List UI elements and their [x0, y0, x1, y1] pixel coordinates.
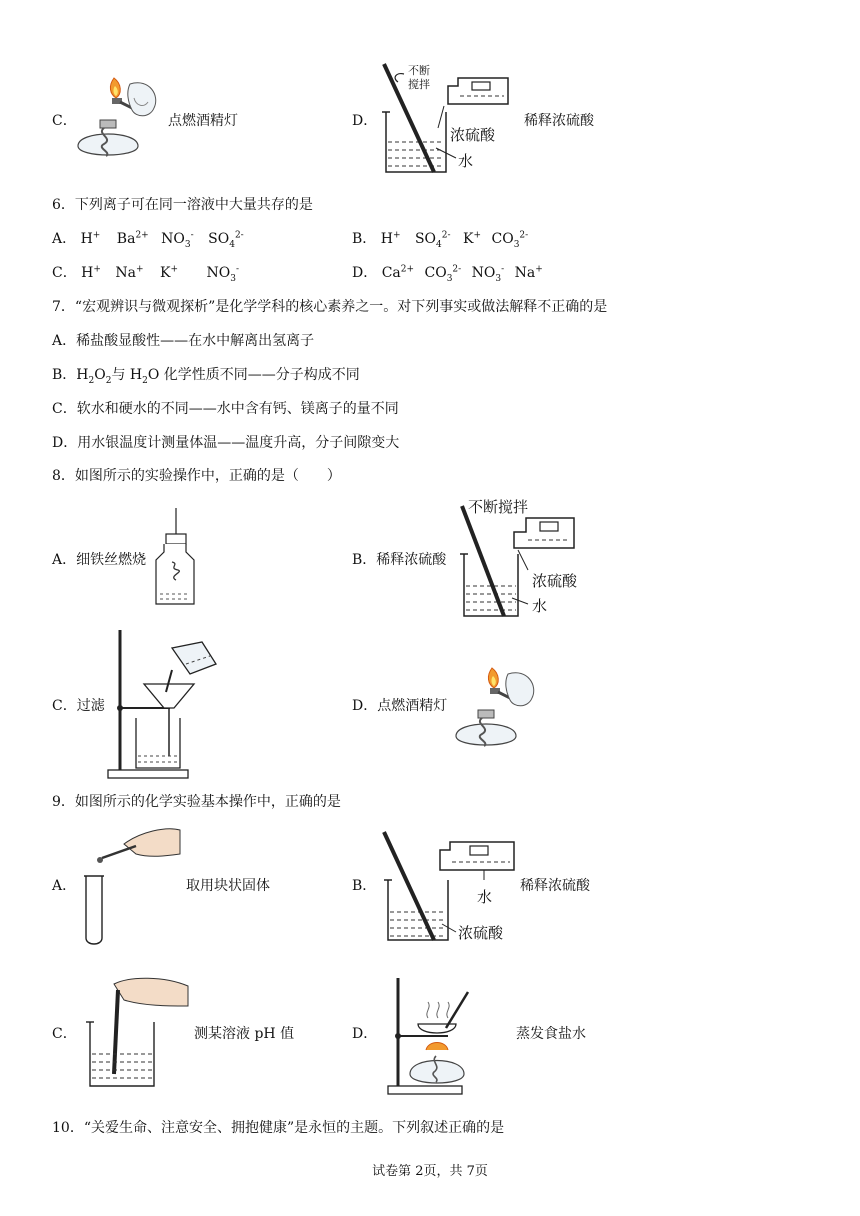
q8-fig-water-label: 水 [532, 597, 548, 615]
q5-fig-acid-label: 浓硫酸 [450, 126, 496, 144]
q9-stem: 9．如图所示的化学实验基本操作中，正确的是 [52, 794, 341, 810]
q6-d-letter: D． [352, 265, 378, 281]
ion: $CO_3^{2-}$ [424, 264, 462, 284]
q8-fig-acid-label: 浓硫酸 [532, 572, 578, 590]
dilute-acid-figure-q8 [452, 498, 602, 622]
q7-stem: 7．“宏观辨识与微观探析”是化学学科的核心素养之一。对下列事实或做法解释不正确的是 [52, 299, 608, 315]
ion: H+ [80, 230, 101, 247]
q6-option-a [52, 230, 244, 248]
ion: $SO_4^{2-}$ [208, 230, 244, 250]
q6-option-d [352, 264, 543, 282]
ion: H+ [81, 264, 101, 281]
q8-option-c: C．过滤 [52, 698, 105, 714]
q6-a-letter: A． [52, 231, 77, 247]
take-solid-figure [80, 824, 184, 948]
q5-option-c-letter: C． [52, 113, 77, 129]
ion: $NO_3^-$ [206, 264, 239, 284]
alcohol-lamp-lighting-figure-q8 [452, 660, 542, 756]
ion: $Ba^{2+}$ [116, 230, 149, 247]
q8-option-b: B．稀释浓硫酸 [352, 552, 447, 568]
q7-option-b: B．$H_2O_2$与 $H_2O$ 化学性质不同——分子构成不同 [52, 367, 360, 386]
ion: K+ [160, 264, 179, 281]
q6-c-letter: C． [52, 265, 77, 281]
q8-fig-stir-label: 不断搅拌 [468, 498, 529, 516]
evaporate-salt-water-figure [384, 974, 484, 1098]
ion: Na+ [514, 264, 543, 281]
alcohol-lamp-lighting-figure [74, 68, 164, 164]
q5-option-d-letter: D． [352, 113, 378, 129]
q6-b-letter: B． [352, 231, 377, 247]
q6-option-b [352, 230, 528, 248]
ion: $CO_3^{2-}$ [491, 230, 529, 250]
dilute-acid-figure-q9 [380, 828, 520, 946]
q9-fig-water-label: 水 [477, 888, 493, 906]
q9-fig-acid-label: 浓硫酸 [458, 924, 504, 942]
q5-option-c-caption: 点燃酒精灯 [168, 113, 238, 129]
q9-option-c-caption: 测某溶液 pH 值 [194, 1026, 295, 1042]
q9-option-c-letter: C． [52, 1026, 77, 1042]
q5-fig-stir-label-2: 搅拌 [408, 78, 430, 91]
dilute-acid-figure-q5 [376, 60, 526, 180]
q5-fig-water-label: 水 [458, 152, 474, 170]
q9-option-d-letter: D． [352, 1026, 378, 1042]
ion: $NO_3^-$ [471, 264, 505, 284]
q9-option-b-letter: B． [352, 878, 377, 894]
q9-option-b-caption: 稀释浓硫酸 [520, 878, 590, 894]
q8-option-a: A．细铁丝燃烧 [52, 552, 147, 568]
ion: Na+ [115, 264, 144, 281]
q5-fig-stir-label: 不断 [408, 64, 430, 77]
measure-ph-figure [84, 976, 194, 1092]
q5-option-d-caption: 稀释浓硫酸 [524, 113, 594, 129]
q10-stem: 10．“关爱生命、注意安全、拥抱健康”是永恒的主题。下列叙述正确的是 [52, 1120, 505, 1136]
page-footer: 试卷第 2页，共 7页 [372, 1164, 488, 1179]
q8-option-d: D．点燃酒精灯 [352, 698, 448, 714]
ion: $NO_3^-$ [161, 230, 194, 250]
filtration-figure [106, 628, 226, 780]
q8-stem: 8．如图所示的实验操作中，正确的是（ ） [52, 468, 341, 484]
q9-option-d-caption: 蒸发食盐水 [516, 1026, 586, 1042]
q9-option-a-letter: A． [52, 878, 77, 894]
q6-option-c [52, 264, 239, 282]
q9-option-a-caption: 取用块状固体 [186, 878, 270, 894]
q7-option-a: A．稀盐酸显酸性——在水中解离出氢离子 [52, 333, 315, 349]
ion: $SO_4^{2-}$ [414, 230, 451, 250]
q7-option-d: D．用水银温度计测量体温——温度升高，分子间隙变大 [52, 435, 400, 451]
ion: H+ [380, 230, 401, 247]
q6-stem: 6．下列离子可在同一溶液中大量共存的是 [52, 197, 313, 213]
ion: $Ca^{2+}$ [381, 264, 415, 281]
q7-option-c: C．软水和硬水的不同——水中含有钙、镁离子的量不同 [52, 401, 399, 417]
iron-wire-combustion-figure [150, 508, 200, 608]
ion: K+ [463, 230, 482, 247]
